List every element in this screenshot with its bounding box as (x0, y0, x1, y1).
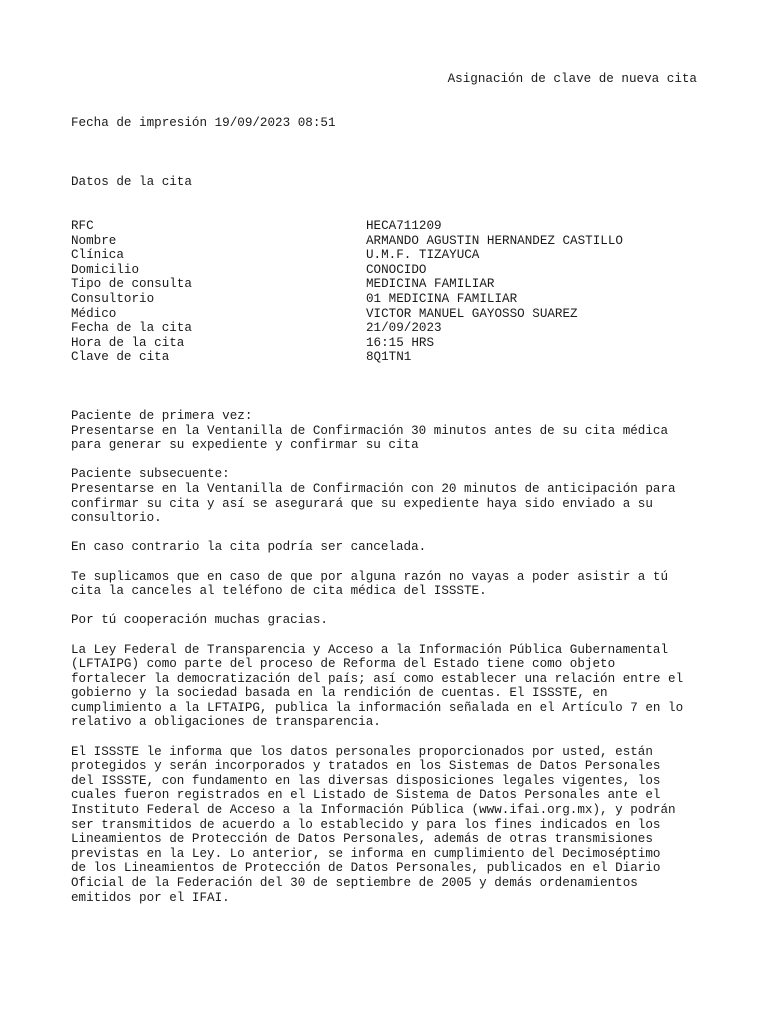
detail-row-medico (71, 307, 711, 322)
detail-label: Médico (71, 306, 117, 321)
detail-value: 21/09/2023 (366, 321, 442, 336)
paragraph-subsequent-visit: Paciente subsecuente: Presentarse en la Ventanilla de Confirmación con 20 minutos de anticipación para confirmar su cita y así se asegurará que su expediente haya sido enviado a su consultorio. (71, 467, 676, 526)
detail-row-rfc (71, 219, 711, 234)
document-title: Asignación de clave de nueva cita (447, 72, 697, 86)
detail-row-tipo-consulta (71, 277, 711, 292)
section-heading: Datos de la cita (71, 175, 192, 189)
detail-row-consultorio (71, 292, 711, 307)
detail-row-nombre (71, 234, 711, 249)
detail-value: ARMANDO AGUSTIN HERNANDEZ CASTILLO (366, 233, 623, 248)
detail-label: Hora de la cita (71, 335, 185, 350)
detail-value: 01 MEDICINA FAMILIAR (366, 291, 518, 306)
detail-label: Consultorio (71, 291, 155, 306)
detail-label: Domicilio (71, 262, 140, 277)
detail-value: VICTOR MANUEL GAYOSSO SUAREZ (366, 306, 578, 321)
detail-row-clave-cita (71, 350, 711, 365)
print-date: Fecha de impresión 19/09/2023 08:51 (71, 116, 336, 130)
paragraph-thanks: Por tú cooperación muchas gracias. (71, 613, 328, 628)
detail-label: Tipo de consulta (71, 277, 192, 292)
detail-value: CONOCIDO (366, 262, 427, 277)
detail-label: Fecha de la cita (71, 321, 192, 336)
detail-value: HECA711209 (366, 219, 442, 233)
paragraph-cancel-request: Te suplicamos que en caso de que por alguna razón no vayas a poder asistir a tú cita la canceles al teléfono de cita médica del ISSSTE. (71, 569, 669, 599)
detail-row-fecha-cita (71, 321, 711, 336)
paragraph-cancellation-warning: En caso contrario la cita podría ser cancelada. (71, 540, 427, 555)
detail-label: Clave de cita (71, 350, 170, 365)
paragraph-transparency-law: La Ley Federal de Transparencia y Acceso a la Información Pública Gubernamental (LFTAIPG) como parte del proceso de Reforma del Estado tiene como objeto fortalecer la democratización del país; así como establecer una relación entre el gobierno y la sociedad basada en la rendición de cuentas. El ISSSTE, en cumplimiento a la LFTAIPG, publica la información señalada en el Artículo 7 en lo relativo a obligaciones de transparencia. (71, 642, 684, 730)
detail-row-clinica (71, 248, 711, 263)
detail-value: U.M.F. TIZAYUCA (366, 248, 480, 263)
detail-value: 16:15 HRS (366, 335, 435, 350)
instructions-body (71, 409, 701, 920)
detail-label: Clínica (71, 248, 124, 263)
detail-value: MEDICINA FAMILIAR (366, 277, 495, 292)
detail-label: Nombre (71, 233, 117, 248)
detail-row-hora-cita (71, 336, 711, 351)
detail-row-domicilio (71, 263, 711, 278)
paragraph-privacy-notice: El ISSSTE le informa que los datos personales proporcionados por usted, están protegidos y serán incorporados y tratados en los Sistemas de Datos Personales del ISSSTE, con fundamento en las diversas disposiciones legales vigentes, los cuales fueron registrados en el Listado de Sistema de Datos Personales ante el Instituto Federal de Acceso a la Información Pública (www.ifai.org.mx), y podrán ser transmitidos de acuerdo a lo establecido y para los fines indicados en los Lineamientos de Protección de Datos Personales, además de otras transmisiones previstas en la Ley. Lo anterior, se informa en cumplimiento del Decimoséptimo de los Lineamientos de Protección de Datos Personales, publicados en el Diario Oficial de la Federación del 30 de septiembre de 2005 y demás ordenamientos emitidos por el IFAI. (71, 744, 676, 905)
detail-value: 8Q1TN1 (366, 350, 412, 365)
detail-label: RFC (71, 219, 94, 233)
appointment-details (71, 219, 711, 365)
paragraph-first-visit: Paciente de primera vez: Presentarse en la Ventanilla de Confirmación 30 minutos antes de su cita médica para generar su expediente y confirmar su cita (71, 409, 669, 453)
